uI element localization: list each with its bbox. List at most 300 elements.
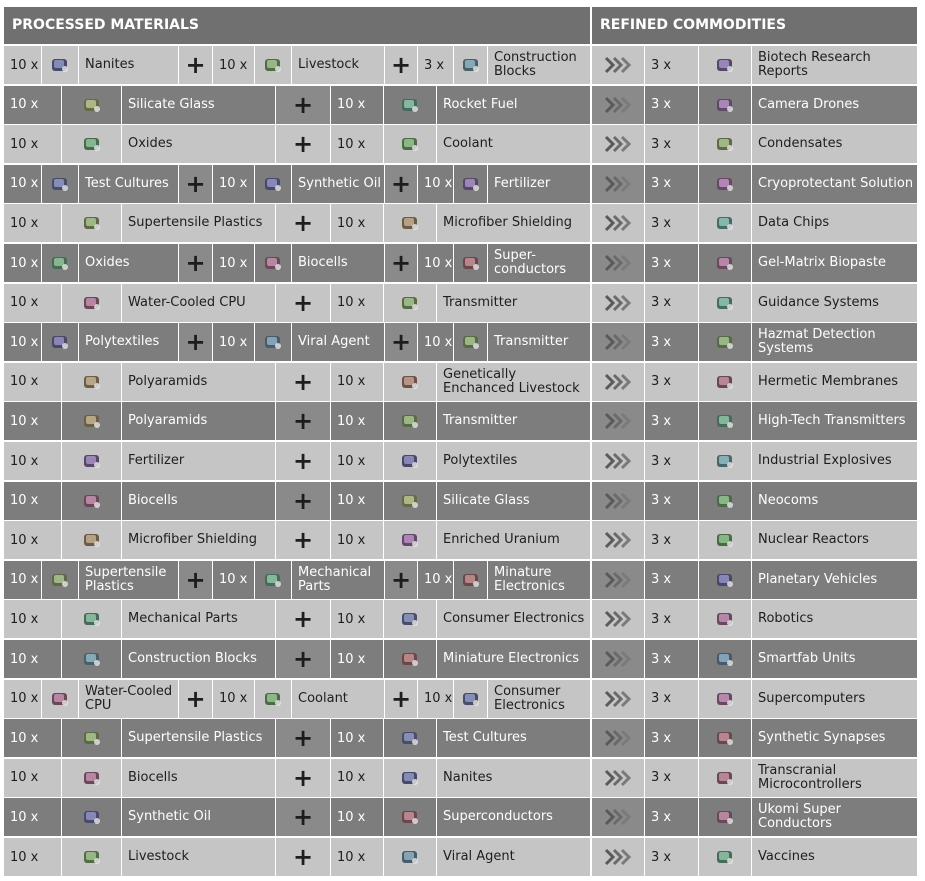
input-quantity: 10 x [331, 600, 383, 638]
input-material-name: Oxides [122, 125, 275, 163]
refined-commodity-name: Transcranial Microcontrollers [752, 759, 917, 797]
nuclear-reactors-icon [713, 529, 737, 551]
refined-commodity-name: Camera Drones [752, 86, 917, 124]
input-material-name: Rocket Fuel [437, 86, 590, 124]
input-quantity: 10 x [4, 561, 41, 599]
output-quantity: 3 x [645, 561, 698, 599]
input-quantity: 10 x [213, 46, 254, 84]
biocells-icon [80, 490, 104, 512]
output-icon-cell [699, 323, 751, 361]
output-quantity: 3 x [645, 482, 698, 520]
input-material-name: Coolant [437, 125, 590, 163]
input-icon-cell [255, 244, 291, 282]
miniature-electronics-icon [398, 648, 422, 670]
high-tech-transmitters-icon [713, 410, 737, 432]
input-icon-cell [42, 561, 78, 599]
condensates-icon [713, 133, 737, 155]
refined-commodity-name: Supercomputers [752, 680, 917, 718]
output-icon-cell [699, 284, 751, 322]
ukomi-icon [713, 806, 737, 828]
input-material-name: Construction Blocks [488, 46, 590, 84]
data-chips-icon [713, 212, 737, 234]
refined-commodity-name: Planetary Vehicles [752, 561, 917, 599]
table-row [4, 798, 917, 836]
input-quantity: 10 x [4, 323, 41, 361]
output-icon-cell [699, 680, 751, 718]
input-material-name: Polytextiles [437, 442, 590, 480]
plus-icon: + [276, 402, 330, 440]
plus-icon: + [276, 363, 330, 401]
output-quantity: 3 x [645, 640, 698, 678]
refined-commodity-name: Vaccines [752, 838, 917, 876]
input-quantity: 10 x [213, 244, 254, 282]
supercomputers-icon [713, 688, 737, 710]
supertensile-plastics-icon [48, 569, 72, 591]
output-icon-cell [699, 204, 751, 242]
input-icon-cell [62, 798, 121, 836]
input-material-name: Transmitter [437, 402, 590, 440]
input-icon-cell [42, 323, 78, 361]
output-quantity: 3 x [645, 442, 698, 480]
viral-agent-icon [398, 846, 422, 868]
input-quantity: 10 x [4, 125, 61, 163]
chevron-right-icon [592, 798, 644, 836]
input-quantity: 10 x [4, 680, 41, 718]
plus-icon: + [179, 244, 212, 282]
input-quantity: 10 x [4, 759, 61, 797]
input-material-name: Nanites [79, 46, 178, 84]
table-row [4, 482, 917, 520]
table-row [4, 402, 917, 440]
polyaramids-icon [80, 410, 104, 432]
synthetic-oil-icon [80, 806, 104, 828]
refined-commodity-name: Smartfab Units [752, 640, 917, 678]
input-material-name: Test Cultures [79, 165, 178, 203]
supertensile-plastics-icon [80, 212, 104, 234]
input-icon-cell [384, 204, 436, 242]
input-material-name: Silicate Glass [122, 86, 275, 124]
chevron-right-icon [592, 323, 644, 361]
input-quantity: 10 x [213, 165, 254, 203]
construction-blocks-icon [80, 648, 104, 670]
processed-materials-header: PROCESSED MATERIALS [4, 7, 590, 44]
refined-commodities-header: REFINED COMMODITIES [592, 7, 917, 44]
input-material-name: Viral Agent [437, 838, 590, 876]
construction-blocks-icon [459, 54, 483, 76]
chevron-right-icon [592, 680, 644, 718]
polytextiles-icon [48, 331, 72, 353]
superconductors-icon [398, 806, 422, 828]
input-material-name: Enriched Uranium [437, 521, 590, 559]
input-icon-cell [42, 165, 78, 203]
input-material-name: Microfiber Shielding [437, 204, 590, 242]
input-material-name: Mechanical Parts [292, 561, 384, 599]
table-row [4, 46, 917, 84]
input-quantity: 10 x [4, 86, 61, 124]
input-icon-cell [255, 165, 291, 203]
input-quantity: 10 x [4, 165, 41, 203]
refined-commodity-name: Neocoms [752, 482, 917, 520]
input-icon-cell [255, 680, 291, 718]
plus-icon: + [385, 165, 417, 203]
table-row [4, 759, 917, 797]
table-row [4, 165, 917, 203]
smartfab-icon [713, 648, 737, 670]
chevron-right-icon [592, 719, 644, 757]
plus-icon: + [276, 521, 330, 559]
input-quantity: 10 x [331, 125, 383, 163]
input-quantity: 10 x [4, 204, 61, 242]
input-icon-cell [62, 204, 121, 242]
table-row [4, 204, 917, 242]
input-icon-cell [454, 165, 487, 203]
input-quantity: 10 x [331, 640, 383, 678]
livestock-icon [80, 846, 104, 868]
miniature-electronics-icon [459, 569, 483, 591]
output-icon-cell [699, 125, 751, 163]
output-quantity: 3 x [645, 838, 698, 876]
refined-commodity-name: Hermetic Membranes [752, 363, 917, 401]
silicate-glass-icon [80, 94, 104, 116]
output-icon-cell [699, 838, 751, 876]
output-icon-cell [699, 600, 751, 638]
input-quantity: 10 x [4, 640, 61, 678]
chevron-right-icon [592, 640, 644, 678]
input-icon-cell [62, 363, 121, 401]
input-icon-cell [384, 798, 436, 836]
output-quantity: 3 x [645, 719, 698, 757]
output-quantity: 3 x [645, 284, 698, 322]
nanites-icon [48, 54, 72, 76]
input-icon-cell [62, 521, 121, 559]
input-quantity: 10 x [331, 363, 383, 401]
output-quantity: 3 x [645, 759, 698, 797]
refined-commodity-name: Industrial Explosives [752, 442, 917, 480]
input-material-name: Minature Electronics [488, 561, 590, 599]
output-icon-cell [699, 798, 751, 836]
table-row [4, 561, 917, 599]
input-quantity: 10 x [418, 165, 453, 203]
chevron-right-icon [592, 482, 644, 520]
consumer-electronics-icon [459, 688, 483, 710]
table-row [4, 284, 917, 322]
input-icon-cell [384, 838, 436, 876]
input-icon-cell [384, 442, 436, 480]
input-material-name: Superconductors [437, 798, 590, 836]
input-material-name: Synthetic Oil [122, 798, 275, 836]
table-row [4, 323, 917, 361]
output-icon-cell [699, 561, 751, 599]
microfiber-shielding-icon [80, 529, 104, 551]
synthetic-synapses-icon [713, 727, 737, 749]
output-icon-cell [699, 442, 751, 480]
input-icon-cell [384, 482, 436, 520]
transmitter-icon [398, 292, 422, 314]
input-material-name: Miniature Electronics [437, 640, 590, 678]
superconductors-icon [459, 252, 483, 274]
input-quantity: 10 x [331, 402, 383, 440]
input-icon-cell [62, 402, 121, 440]
output-icon-cell [699, 719, 751, 757]
livestock-icon [261, 54, 285, 76]
input-quantity: 10 x [331, 86, 383, 124]
input-material-name: Silicate Glass [437, 482, 590, 520]
output-icon-cell [699, 482, 751, 520]
chevron-right-icon [592, 402, 644, 440]
consumer-electronics-icon [398, 608, 422, 630]
table-row [4, 680, 917, 718]
chevron-right-icon [592, 521, 644, 559]
synthetic-oil-icon [261, 173, 285, 195]
input-icon-cell [454, 561, 487, 599]
plus-icon: + [276, 125, 330, 163]
refined-commodity-name: Gel-Matrix Biopaste [752, 244, 917, 282]
output-quantity: 3 x [645, 46, 698, 84]
output-quantity: 3 x [645, 798, 698, 836]
refined-commodity-name: Guidance Systems [752, 284, 917, 322]
input-quantity: 10 x [4, 600, 61, 638]
input-quantity: 10 x [213, 680, 254, 718]
neocoms-icon [713, 490, 737, 512]
silicate-glass-icon [398, 490, 422, 512]
biotech-reports-icon [713, 54, 737, 76]
mechanical-parts-icon [261, 569, 285, 591]
input-material-name: Synthetic Oil [292, 165, 384, 203]
refined-commodity-name: Robotics [752, 600, 917, 638]
input-icon-cell [62, 759, 121, 797]
coolant-icon [398, 133, 422, 155]
input-quantity: 10 x [331, 521, 383, 559]
table-row [4, 363, 917, 401]
input-quantity: 10 x [4, 442, 61, 480]
vaccines-icon [713, 846, 737, 868]
output-quantity: 3 x [645, 680, 698, 718]
input-quantity: 10 x [4, 363, 61, 401]
plus-icon: + [276, 442, 330, 480]
input-material-name: Supertensile Plastics [122, 719, 275, 757]
input-quantity: 10 x [418, 561, 453, 599]
input-icon-cell [384, 125, 436, 163]
supertensile-plastics-icon [80, 727, 104, 749]
output-icon-cell [699, 86, 751, 124]
output-quantity: 3 x [645, 244, 698, 282]
input-quantity: 10 x [4, 482, 61, 520]
input-icon-cell [62, 600, 121, 638]
input-icon-cell [384, 284, 436, 322]
microfiber-shielding-icon [398, 212, 422, 234]
input-material-name: Transmitter [437, 284, 590, 322]
input-icon-cell [384, 521, 436, 559]
output-icon-cell [699, 640, 751, 678]
plus-icon: + [385, 244, 417, 282]
input-material-name: Polytextiles [79, 323, 178, 361]
test-cultures-icon [48, 173, 72, 195]
table-row [4, 838, 917, 876]
input-quantity: 10 x [4, 521, 61, 559]
plus-icon: + [276, 759, 330, 797]
output-quantity: 3 x [645, 521, 698, 559]
input-quantity: 10 x [331, 482, 383, 520]
refined-commodity-name: Ukomi Super Conductors [752, 798, 917, 836]
camera-drones-icon [713, 94, 737, 116]
biocells-icon [261, 252, 285, 274]
input-material-name: Biocells [122, 759, 275, 797]
input-icon-cell [62, 482, 121, 520]
refined-commodity-name: Cryoprotectant Solution [752, 165, 917, 203]
input-icon-cell [384, 719, 436, 757]
input-material-name: Fertilizer [488, 165, 590, 203]
output-quantity: 3 x [645, 323, 698, 361]
chevron-right-icon [592, 600, 644, 638]
input-icon-cell [42, 46, 78, 84]
plus-icon: + [276, 798, 330, 836]
ge-livestock-icon [398, 371, 422, 393]
input-material-name: Biocells [122, 482, 275, 520]
transmitter-icon [459, 331, 483, 353]
input-material-name: Viral Agent [292, 323, 384, 361]
output-quantity: 3 x [645, 125, 698, 163]
input-material-name: Livestock [292, 46, 384, 84]
input-material-name: Super-conductors [488, 244, 590, 282]
input-material-name: Genetically Enchanced Livestock [437, 363, 590, 401]
water-cooled-cpu-icon [80, 292, 104, 314]
input-material-name: Transmitter [488, 323, 590, 361]
input-material-name: Biocells [292, 244, 384, 282]
hermetic-membranes-icon [713, 371, 737, 393]
input-icon-cell [42, 244, 78, 282]
chevron-right-icon [592, 561, 644, 599]
refined-commodity-name: Biotech Research Reports [752, 46, 917, 84]
oxides-icon [80, 133, 104, 155]
chevron-right-icon [592, 244, 644, 282]
input-material-name: Polyaramids [122, 363, 275, 401]
plus-icon: + [385, 323, 417, 361]
plus-icon: + [276, 284, 330, 322]
input-quantity: 10 x [331, 838, 383, 876]
plus-icon: + [276, 600, 330, 638]
input-material-name: Water-Cooled CPU [122, 284, 275, 322]
refined-commodity-name: Synthetic Synapses [752, 719, 917, 757]
output-quantity: 3 x [645, 363, 698, 401]
output-quantity: 3 x [645, 600, 698, 638]
input-quantity: 10 x [331, 759, 383, 797]
input-icon-cell [384, 600, 436, 638]
output-icon-cell [699, 759, 751, 797]
plus-icon: + [276, 86, 330, 124]
input-material-name: Mechanical Parts [122, 600, 275, 638]
chevron-right-icon [592, 125, 644, 163]
input-material-name: Construction Blocks [122, 640, 275, 678]
biocells-icon [80, 767, 104, 789]
industrial-explosives-icon [713, 450, 737, 472]
input-quantity: 3 x [418, 46, 453, 84]
plus-icon: + [385, 46, 417, 84]
table-row [4, 600, 917, 638]
input-icon-cell [454, 680, 487, 718]
output-icon-cell [699, 46, 751, 84]
enriched-uranium-icon [398, 529, 422, 551]
input-icon-cell [454, 244, 487, 282]
input-material-name: Livestock [122, 838, 275, 876]
input-quantity: 10 x [331, 442, 383, 480]
plus-icon: + [276, 838, 330, 876]
input-quantity: 10 x [4, 46, 41, 84]
table-row [4, 125, 917, 163]
output-quantity: 3 x [645, 402, 698, 440]
input-quantity: 10 x [213, 561, 254, 599]
fertilizer-icon [459, 173, 483, 195]
guidance-systems-icon [713, 292, 737, 314]
plus-icon: + [179, 46, 212, 84]
input-material-name: Coolant [292, 680, 384, 718]
chevron-right-icon [592, 86, 644, 124]
table-row [4, 719, 917, 757]
input-icon-cell [384, 402, 436, 440]
plus-icon: + [276, 204, 330, 242]
input-quantity: 10 x [4, 284, 61, 322]
cryoprotectant-icon [713, 173, 737, 195]
input-icon-cell [255, 323, 291, 361]
input-quantity: 10 x [418, 244, 453, 282]
output-icon-cell [699, 165, 751, 203]
input-quantity: 10 x [4, 719, 61, 757]
input-quantity: 10 x [4, 244, 41, 282]
chevron-right-icon [592, 759, 644, 797]
table-row [4, 244, 917, 282]
input-quantity: 10 x [213, 323, 254, 361]
input-icon-cell [255, 561, 291, 599]
input-material-name: Consumer Electronics [437, 600, 590, 638]
input-quantity: 10 x [418, 680, 453, 718]
chevron-right-icon [592, 838, 644, 876]
table-row [4, 640, 917, 678]
chevron-right-icon [592, 204, 644, 242]
chevron-right-icon [592, 363, 644, 401]
plus-icon: + [276, 719, 330, 757]
input-quantity: 10 x [331, 719, 383, 757]
input-icon-cell [384, 640, 436, 678]
output-icon-cell [699, 363, 751, 401]
plus-icon: + [179, 165, 212, 203]
chevron-right-icon [592, 46, 644, 84]
input-quantity: 10 x [331, 798, 383, 836]
fertilizer-icon [80, 450, 104, 472]
output-icon-cell [699, 402, 751, 440]
coolant-icon [261, 688, 285, 710]
nanites-icon [398, 767, 422, 789]
input-material-name: Supertensile Plastics [122, 204, 275, 242]
rocket-fuel-icon [398, 94, 422, 116]
input-material-name: Nanites [437, 759, 590, 797]
input-icon-cell [62, 838, 121, 876]
input-icon-cell [384, 86, 436, 124]
input-material-name: Microfiber Shielding [122, 521, 275, 559]
plus-icon: + [179, 323, 212, 361]
mechanical-parts-icon [80, 608, 104, 630]
input-icon-cell [454, 46, 487, 84]
input-icon-cell [454, 323, 487, 361]
input-quantity: 10 x [4, 838, 61, 876]
input-icon-cell [62, 86, 121, 124]
output-icon-cell [699, 521, 751, 559]
output-icon-cell [699, 244, 751, 282]
polyaramids-icon [80, 371, 104, 393]
viral-agent-icon [261, 331, 285, 353]
input-icon-cell [384, 363, 436, 401]
input-material-name: Water-Cooled CPU [79, 680, 178, 718]
input-material-name: Consumer Electronics [488, 680, 590, 718]
input-material-name: Supertensile Plastics [79, 561, 178, 599]
